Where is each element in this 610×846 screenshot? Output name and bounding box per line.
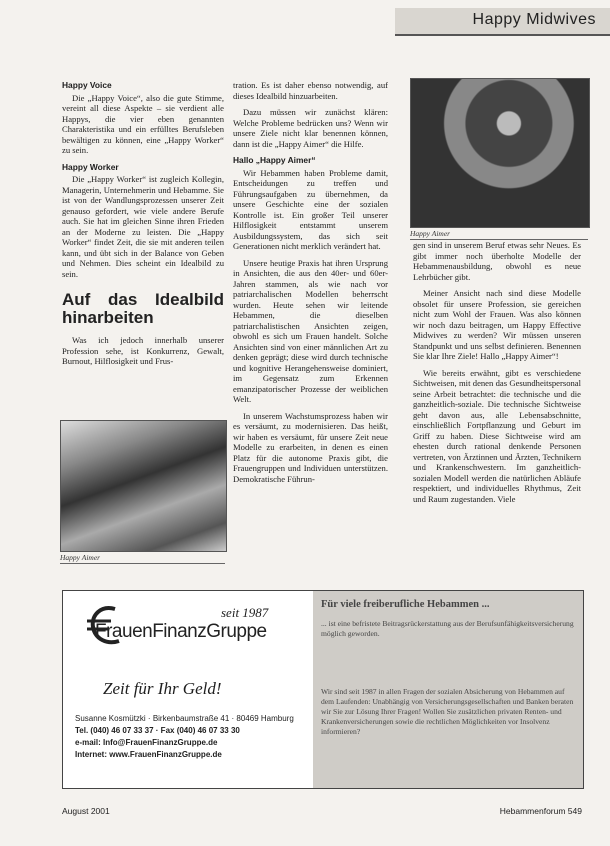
logo-since-text: seit 1987 (221, 605, 269, 620)
paragraph: Meiner Ansicht nach sind diese Modelle obsolet für unsere Profession, sie gereichen nicht zum Wohl der Frauen. Was also können wir noch dazu beitragen, um Happy Effective Midwives zu werden? Wir müssen unseren Standpunkt und uns selbst definieren. Benennen Sie klar Ihre Ziele! Hallo „Happy Aimer“! (413, 288, 581, 361)
contact-phone: Tel. (040) 46 07 33 37 · Fax (040) 46 07 33 30 (75, 726, 240, 735)
paragraph: Dazu müssen wir zunächst klären: Welche Probleme bedrücken uns? Wenn wir unsere Ziele nicht klar benennen können, dann ist die „Happy Aimer“ die Hilfe. (233, 107, 388, 149)
ad-contact (75, 713, 305, 761)
ad-headline: Für viele freiberufliche Hebammen ... (321, 599, 490, 610)
section-heading: Auf das Idealbild hinarbeiten (62, 290, 224, 327)
footer-page-number: Hebammenforum 549 (499, 806, 582, 816)
ad-text-panel (313, 591, 583, 788)
advertisement-box (62, 590, 584, 789)
contact-website: Internet: www.FrauenFinanzGruppe.de (75, 750, 222, 759)
section-header-bar (395, 8, 610, 36)
photo-happy-aimer-top (410, 78, 590, 228)
paragraph: Die „Happy Worker“ ist zugleich Kollegin, Managerin, Unternehmerin und Hebamme. Sie ist von der Wandlungsprozessen unserer Zeit genauso gefordert, wie viele andere Berufe auch. Sie hat im gleichen Sinne ihren Frieden an der Moderne zu leisten. Die „Happy Worker“ findet Zeit, die sie mit anderen teilen kann, und übt sich in der Balance von Geben und Nehmen. Dies scheint ein Idealbild zu sein. (62, 174, 224, 279)
footer-date: August 2001 (62, 806, 110, 816)
subheading: Happy Voice (62, 80, 112, 90)
contact-address: Susanne Kosmützki · Birkenbaumstraße 41 · 80469 Hamburg (75, 714, 294, 723)
ad-brand-panel (63, 591, 313, 788)
paragraph: tration. Es ist daher ebenso notwendig, auf dieses Idealbild hinzuarbeiten. (233, 80, 388, 101)
paragraph: Unsere heutige Praxis hat ihren Ursprung in Ansichten, die aus den 40er- und 60er-Jahren stammen, als wie nach vor patriarchalischen Modellen beherrscht wurden. Heute sehen wir leitende Hebammen, die dieselben patriarchalistischen Ansichten zeigen, obwohl es sich um Frauen handelt. Solche Ansichten sind von einer männlichen Art zu denken geprägt; diese wird durch technische und kognitive Herangehensweise dominiert, im Gegensatz zum Erkennen emanzipatorischer Prozesse der weiblichen Welt. (233, 257, 388, 404)
paragraph: Die „Happy Voice“, also die gute Stimme, vereint all diese Aspekte – sie verdient alle Happys, die vier eben genannten Charakteristika und ein erfülltes Berufsleben bewältigen zu können, eine „Happy Worker“ zu sein. (62, 92, 224, 155)
ad-slogan: Zeit für Ihr Geld! (103, 679, 222, 698)
contact-email: e-mail: Info@FrauenFinanzGruppe.de (75, 738, 218, 747)
ad-text: Wir sind seit 1987 in allen Fragen der sozialen Absicherung von Hebammen auf dem Laufenden: Unabhängig von Versicherungsgesellschaften und Banken beraten wir Sie zur Lösung Ihrer Fragen! Wollen Sie zusätzlichen privaten Renten- und Krankenversicherungen sowie die rechtlichen Möglichkeiten vor Insolvenz informieren? (321, 687, 574, 736)
photo-happy-aimer-left (60, 420, 227, 552)
paragraph: Wir Hebammen haben Probleme damit, Entscheidungen zu treffen und Führungsaufgaben zu übernehmen, da unsere Geschichte eine der sozialen Kontrolle ist. Ein großer Teil unserer Hilflosigkeit entstammt unserem Ausbildungssystem, das sich seit Generationen nicht merklich verändert hat. (233, 167, 388, 251)
paragraph: Wie bereits erwähnt, gibt es verschiedene Sichtweisen, mit denen das Gesundheitspersonal seine Arbeit betrachtet: die technische und die ganzheitlich-soziale. Die technische Sichtweise geht davon aus, alle Lebensabschnitte, einschließlich Fortpflanzung und Geburt im Griff zu haben. Diese Sichtweise wird am ehesten durch rational denkende Personen vertreten, von Ärztinnen und Ärzten, Technikern und Krankenschwestern. Im ganzheitlich-sozialen Modell werden die natürlichen Abläufe respektiert, und individuelles Rhythmus, Zeit und Raum zugestanden. Viele (413, 367, 581, 504)
paragraph: gen sind in unserem Beruf etwas sehr Neues. Es gibt immer noch überholte Modelle der Hebammenausbildung, obwohl es neue Lehrbücher gibt. (413, 240, 581, 282)
section-title: Happy Midwives (472, 11, 596, 28)
paragraph: Was ich jedoch innerhalb unserer Profession sehe, ist Konkurrenz, Gewalt, Burnout, Hilflosigkeit und Frus- (62, 335, 224, 366)
paragraph: In unserem Wachstumsprozess haben wir es versäumt, zu modernisieren. Das heißt, wir haben es versäumt, für unsere Zeit neue Modelle zu erarbeiten, in denen es einen Platz für die autonome Praxis gibt, die Frauengruppen und Individuen unterstützen. Demokratische Führun- (233, 410, 388, 484)
photo-caption: Happy Aimer (60, 553, 225, 564)
article-column-2 (233, 80, 388, 490)
article-column-3 (413, 240, 581, 510)
subheading: Happy Worker (62, 161, 119, 172)
photo-caption: Happy Aimer (410, 229, 588, 240)
ad-text: ... ist eine befristete Beitragsrückerstattung aus der Berufsunfähigkeitsversicherung möglich geworden. (321, 619, 574, 638)
logo-wordmark: FrauenFinanzGruppe (95, 621, 267, 642)
article-column-1 (62, 80, 224, 373)
subheading: Hallo „Happy Aimer“ (233, 155, 316, 165)
